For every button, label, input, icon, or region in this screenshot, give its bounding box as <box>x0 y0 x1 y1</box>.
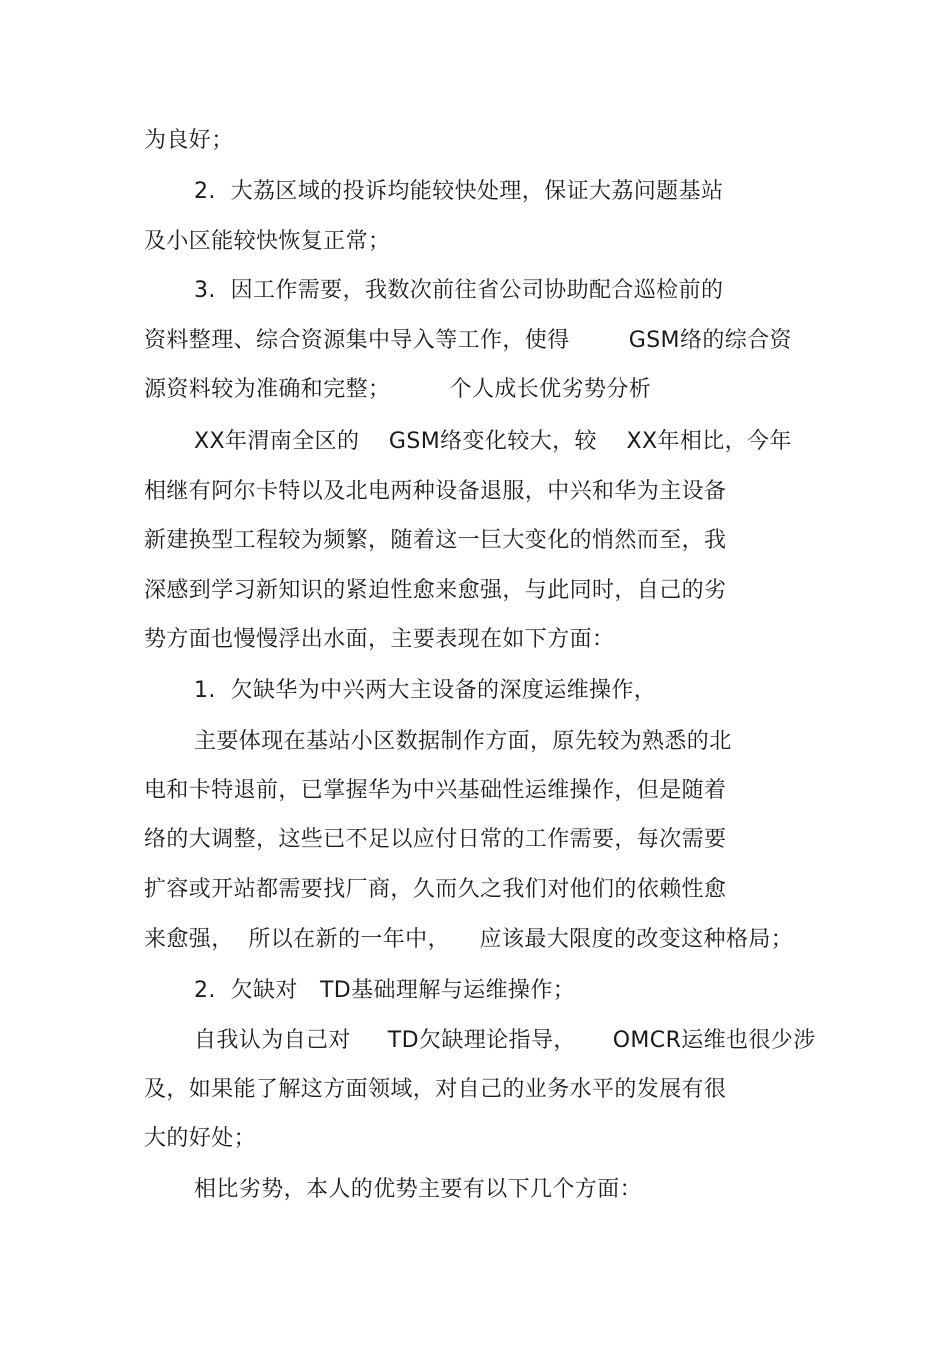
paragraph-line-10: 深感到学习新知识的紧迫性愈来愈强，与此同时，自己的劣 <box>144 578 727 603</box>
paragraph-line-11: 势方面也慢慢浮出水面，主要表现在如下方面： <box>144 627 615 652</box>
paragraph-line-21: 大的好处； <box>144 1126 257 1151</box>
paragraph-line-19: 自我认为自己对 TD欠缺理论指导， OMCR运维也很少涉 <box>194 1028 816 1053</box>
paragraph-line-1: 为良好； <box>144 128 234 153</box>
paragraph-line-16: 扩容或开站都需要找厂商，久而久之我们对他们的依赖性愈 <box>144 877 727 902</box>
paragraph-line-18: 2. 欠缺对 TD基础理解与运维操作； <box>194 978 576 1003</box>
paragraph-line-7: XX年渭南全区的 GSM络变化较大，较 XX年相比，今年 <box>194 429 792 454</box>
paragraph-line-8: 相继有阿尔卡特以及北电两种设备退服，中兴和华为主设备 <box>144 479 727 504</box>
paragraph-line-14: 电和卡特退前，已掌握华为中兴基础性运维操作，但是随着 <box>144 778 727 803</box>
paragraph-line-2: 2. 大荔区域的投诉均能较快处理，保证大荔问题基站 <box>194 179 724 204</box>
paragraph-line-9: 新建换型工程较为频繁，随着这一巨大变化的悄然而至，我 <box>144 528 727 553</box>
paragraph-line-3: 及小区能较快恢复正常； <box>144 229 391 254</box>
paragraph-line-17: 来愈强， 所以在新的一年中， 应该最大限度的改变这种格局； <box>144 927 794 952</box>
paragraph-line-20: 及，如果能了解这方面领域，对自己的业务水平的发展有很 <box>144 1077 727 1102</box>
paragraph-line-4: 3. 因工作需要，我数次前往省公司协助配合巡检前的 <box>194 278 724 303</box>
paragraph-line-5: 资料整理、综合资源集中导入等工作，使得 GSM络的综合资 <box>144 328 792 353</box>
paragraph-line-15: 络的大调整，这些已不足以应付日常的工作需要，每次需要 <box>144 827 727 852</box>
paragraph-line-22: 相比劣势，本人的优势主要有以下几个方面： <box>194 1177 643 1202</box>
paragraph-line-12: 1. 欠缺华为中兴两大主设备的深度运维操作， <box>194 678 657 703</box>
paragraph-line-6: 源资料较为准确和完整； 个人成长优劣势分析 <box>144 377 652 402</box>
paragraph-line-13: 主要体现在基站小区数据制作方面，原先较为熟悉的北 <box>194 729 732 754</box>
